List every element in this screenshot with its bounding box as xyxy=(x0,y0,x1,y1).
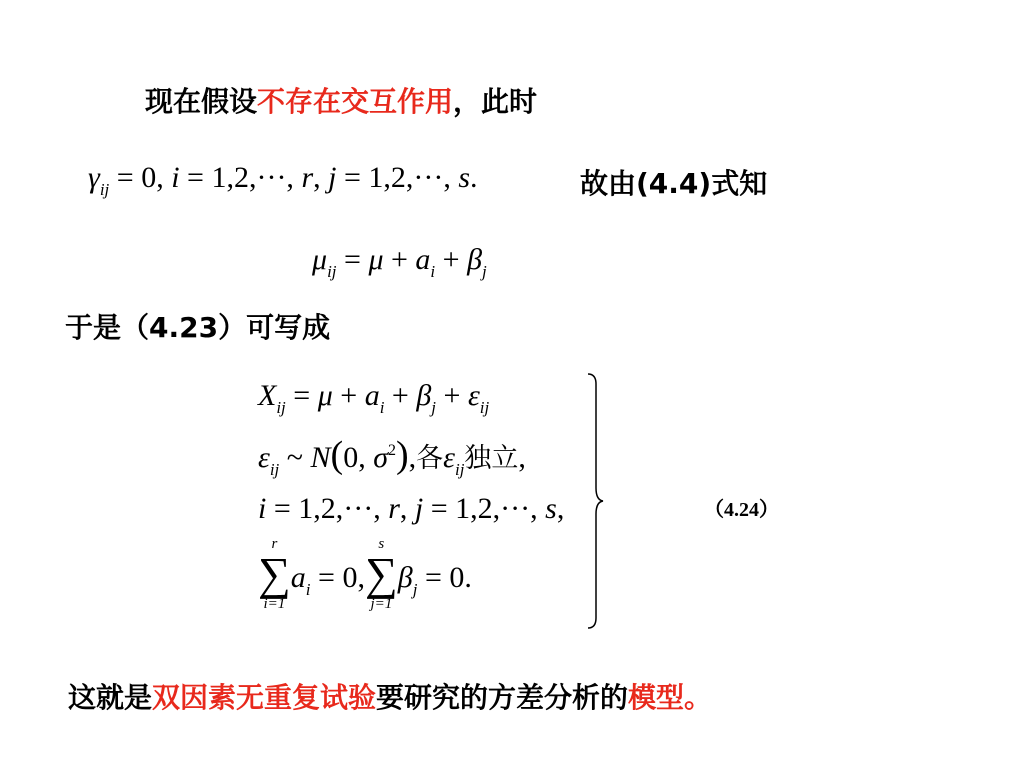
each-label: 各 xyxy=(416,443,444,474)
intro-text: 现在假设 xyxy=(145,85,258,118)
intro-line xyxy=(145,80,537,120)
conclusion-highlight-2: 模型。 xyxy=(628,681,713,714)
conclusion-text: 这就是 xyxy=(68,681,153,714)
intro-highlight: 不存在交互作用 xyxy=(257,85,454,118)
gamma-formula: $\gamma_{ij} = 0$, i = 1,2,···, r, j = 1,2,···, s. xyxy=(88,161,478,199)
sum-symbol-j: s ∑ j=1 xyxy=(364,536,398,612)
conclusion-line xyxy=(68,676,712,716)
right-brace xyxy=(586,372,606,630)
rewrite-text: 于是（4.23）可写成 xyxy=(65,311,331,344)
equation-number: （4.24） xyxy=(704,499,779,521)
system-row-2: $\varepsilon_{ij}$ ~ N(0, $\sigma^2$),各$\varepsilon_{ij}$独立, xyxy=(258,434,526,479)
intro-text-end: ，此时 xyxy=(453,85,538,118)
system-row-4: r ∑ i=1 $a_i = 0$, s ∑ j=1 $\beta_j = 0$. xyxy=(258,536,472,612)
system-row-1: $X_{ij} = \mu + a_i + \beta_j + \varepsilon_{ij}$ xyxy=(258,379,490,417)
system-row-3: i = 1,2,···, r, j = 1,2,···, s, xyxy=(258,492,565,525)
sum-symbol-i: r ∑ i=1 xyxy=(258,536,291,612)
independent-label: 独立 xyxy=(464,443,519,474)
mu-formula: $\mu_{ij} = \mu + a_i + \beta_j$ xyxy=(312,243,487,281)
conclusion-highlight-1: 双因素无重复试验 xyxy=(152,681,377,714)
reference-text: 故由(4.4)式知 xyxy=(580,167,768,200)
conclusion-text-mid: 要研究的方差分析的 xyxy=(376,681,629,714)
